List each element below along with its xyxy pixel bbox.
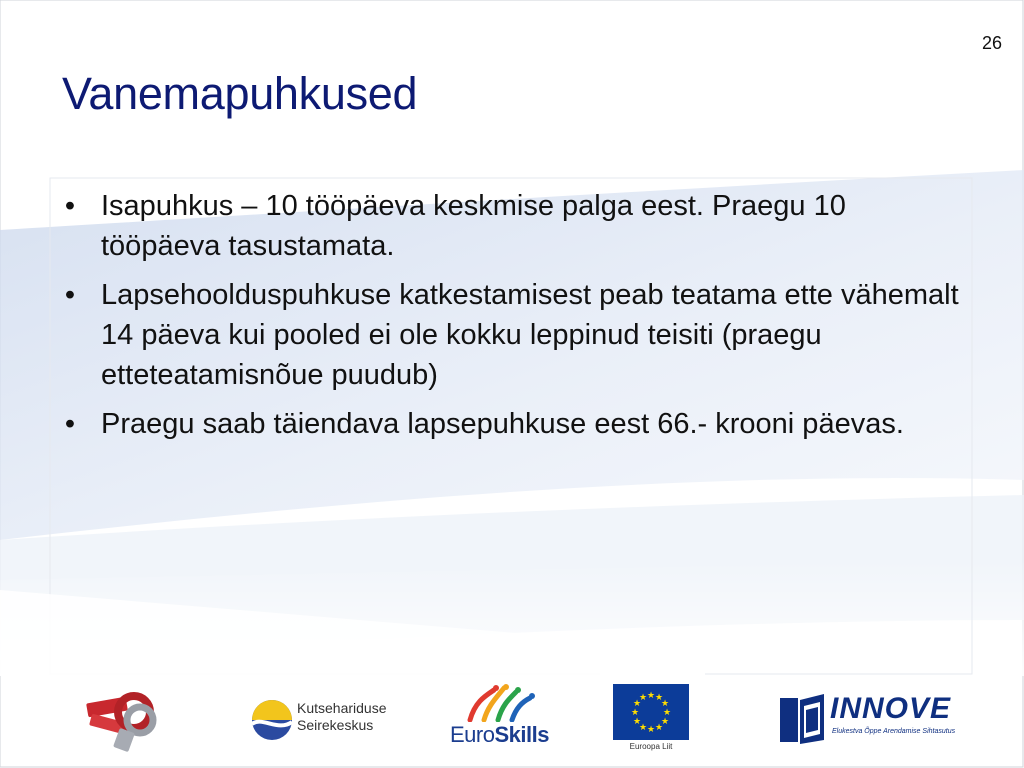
kutseharidus-line2: Seirekeskus — [297, 717, 374, 733]
kutseharidus-logo — [250, 692, 410, 752]
bullet-text: Lapsehoolduspuhkuse katkestamisest peab teatama ette vähemalt 14 päeva kui pooled ei ole kokku leppinud teisiti (praegu etteteatamisnõue puudub) — [101, 279, 959, 391]
bullet-text: Isapuhkus – 10 tööpäeva keskmise palga eest. Praegu 10 tööpäeva tasustamata. — [101, 190, 846, 262]
svg-text:★: ★ — [662, 708, 672, 718]
svg-text:★: ★ — [646, 691, 656, 701]
innove-name: INNOVE — [830, 692, 952, 725]
eu-caption: Euroopa Liit — [629, 742, 673, 751]
bullet-marker: • — [64, 408, 76, 440]
eu-logo — [613, 684, 693, 754]
bullet-item — [60, 404, 960, 444]
svg-text:★: ★ — [646, 725, 656, 735]
kutseharidus-emblem-icon — [250, 698, 294, 742]
page-number: 26 — [981, 33, 1002, 53]
svg-text:★: ★ — [660, 717, 670, 727]
bullet-text: Praegu saab täiendava lapsepuhkuse eest 66.- krooni päevas. — [101, 408, 904, 440]
innove-logo — [776, 692, 976, 752]
kutseharidus-line1: Kutsehariduse — [297, 700, 387, 716]
svg-text:★: ★ — [632, 717, 642, 727]
bullet-item — [60, 186, 960, 266]
slide-title: Vanemapuhkused — [62, 68, 418, 119]
euroskills-figures-icon — [450, 684, 554, 722]
footer-logos — [0, 676, 1024, 768]
svg-text:★: ★ — [630, 708, 640, 718]
svg-text:★: ★ — [660, 699, 670, 709]
svg-text:★: ★ — [654, 723, 664, 733]
bullet-list — [60, 186, 960, 453]
bullet-marker: • — [64, 279, 76, 311]
euroskills-text-skills: Skills — [494, 722, 549, 747]
bullet-marker: • — [64, 190, 76, 222]
svg-text:★: ★ — [654, 693, 664, 703]
keys-logo — [82, 686, 160, 754]
eu-flag-icon — [613, 684, 689, 740]
bullet-item — [60, 275, 960, 395]
innove-tagline: Elukestva Õppe Arendamise Sihtasutus — [832, 728, 956, 735]
euroskills-logo — [450, 684, 554, 752]
svg-text:★: ★ — [632, 699, 642, 709]
svg-text:★: ★ — [638, 693, 648, 703]
euroskills-text-euro: Euro — [450, 722, 495, 747]
content-area — [50, 178, 972, 674]
svg-text:★: ★ — [638, 723, 648, 733]
innove-emblem-icon — [776, 692, 828, 746]
